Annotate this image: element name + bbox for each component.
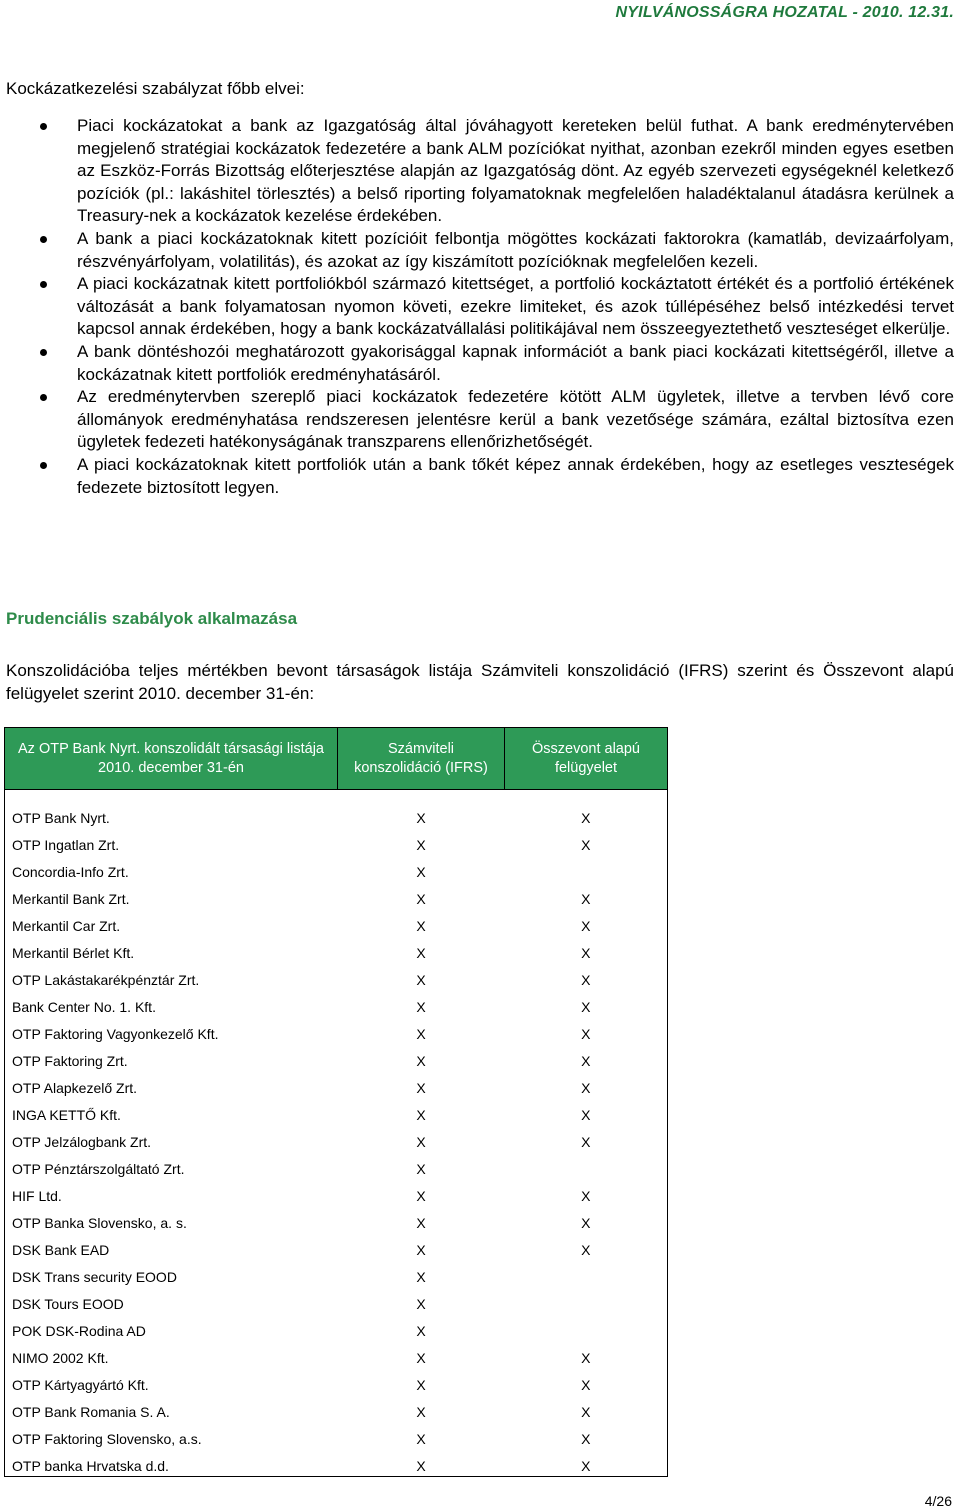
- supervision-mark-cell: X: [581, 1377, 591, 1393]
- ifrs-mark-cell: X: [416, 1431, 426, 1447]
- list-item: A piaci kockázatoknak kitett portfoliók után a bank tőkét képez annak érdekében, hogy az esetleges veszteségek fedezete biztosított legyen.: [0, 454, 960, 499]
- supervision-mark-cell: X: [581, 1026, 591, 1042]
- company-name-cell: OTP Faktoring Slovensko, a.s.: [12, 1431, 202, 1447]
- company-name-cell: OTP banka Hrvatska d.d.: [12, 1458, 169, 1474]
- company-name-cell: Merkantil Bérlet Kft.: [12, 945, 135, 961]
- supervision-mark-cell: X: [581, 918, 591, 934]
- ifrs-mark-cell: X: [416, 1215, 426, 1231]
- company-name-cell: OTP Jelzálogbank Zrt.: [12, 1134, 152, 1150]
- company-name-cell: DSK Tours EOOD: [12, 1296, 124, 1312]
- table-row: [5, 828, 668, 855]
- principles-list: [0, 115, 960, 499]
- supervision-mark-cell: [505, 1260, 668, 1287]
- ifrs-mark-cell: X: [416, 891, 426, 907]
- table-row: [5, 936, 668, 963]
- company-name-cell: OTP Faktoring Vagyonkezelő Kft.: [12, 1026, 219, 1042]
- supervision-mark-cell: X: [581, 1431, 591, 1447]
- list-item: A piaci kockázatnak kitett portfoliókból származó kitettséget, a portfolió kockáztatott értékét és a portfolió értékének változását a bank folyamatosan nyomon követi, ezekre limiteket, és azok túllépéséhez belső intézkedési tervet kapcsol annak érdekében, hogy a bank kockázatvállalási politikájával nem összeegyeztethető veszteséget elkerülje.: [0, 273, 960, 341]
- table-row: [5, 1017, 668, 1044]
- table-row: [5, 1341, 668, 1368]
- page-number: 4/26: [924, 1493, 952, 1509]
- table-row: [5, 1368, 668, 1395]
- table-row: [5, 909, 668, 936]
- ifrs-mark-cell: X: [416, 972, 426, 988]
- supervision-mark-cell: [505, 855, 668, 882]
- supervision-mark-cell: X: [581, 1080, 591, 1096]
- ifrs-mark-cell: X: [416, 1134, 426, 1150]
- intro-paragraph: Konszolidációba teljes mértékben bevont társaságok listája Számviteli konszolidáció (IFRS) szerint és Összevont alapú felügyelet szerint 2010. december 31-én:: [6, 661, 954, 703]
- column-header-ifrs: Számviteli konszolidáció (IFRS): [338, 728, 505, 790]
- supervision-mark-cell: X: [581, 1134, 591, 1150]
- table-header-row: [5, 728, 668, 790]
- company-name-cell: OTP Faktoring Zrt.: [12, 1053, 128, 1069]
- company-name-cell: OTP Alapkezelő Zrt.: [12, 1080, 138, 1096]
- section-title: Prudenciális szabályok alkalmazása: [6, 609, 298, 628]
- company-name-cell: OTP Ingatlan Zrt.: [12, 837, 120, 853]
- ifrs-mark-cell: X: [416, 1458, 426, 1474]
- supervision-mark-cell: X: [581, 999, 591, 1015]
- ifrs-mark-cell: X: [416, 1296, 426, 1312]
- table-row: [5, 1233, 668, 1260]
- table-row: [5, 1098, 668, 1125]
- table-row: [5, 1152, 668, 1179]
- ifrs-mark-cell: X: [416, 864, 426, 880]
- company-name-cell: DSK Trans security EOOD: [12, 1269, 177, 1285]
- company-name-cell: OTP Banka Slovensko, a. s.: [12, 1215, 187, 1231]
- company-name-cell: Concordia-Info Zrt.: [12, 864, 129, 880]
- table-row: [5, 1206, 668, 1233]
- company-name-cell: OTP Kártyagyártó Kft.: [12, 1377, 149, 1393]
- supervision-mark-cell: X: [581, 1188, 591, 1204]
- supervision-mark-cell: X: [581, 1215, 591, 1231]
- table-spacer-row: [5, 790, 668, 802]
- table-row: [5, 1422, 668, 1449]
- table-row: [5, 1071, 668, 1098]
- table-row: [5, 1395, 668, 1422]
- supervision-mark-cell: X: [581, 810, 591, 826]
- list-item: A bank a piaci kockázatoknak kitett pozícióit felbontja mögöttes kockázati faktorokra (kamatláb, devizaárfolyam, részvényárfolyam, volatilitás), és azokat az így kiszámított pozícióknak megfelelően kezeli.: [0, 228, 960, 273]
- ifrs-mark-cell: X: [416, 1242, 426, 1258]
- supervision-mark-cell: [505, 1314, 668, 1341]
- supervision-mark-cell: X: [581, 837, 591, 853]
- ifrs-mark-cell: X: [416, 1053, 426, 1069]
- supervision-mark-cell: [505, 1287, 668, 1314]
- company-name-cell: OTP Bank Romania S. A.: [12, 1404, 170, 1420]
- table-row: [5, 1179, 668, 1206]
- company-name-cell: Merkantil Bank Zrt.: [12, 891, 130, 907]
- supervision-mark-cell: X: [581, 1053, 591, 1069]
- company-name-cell: Bank Center No. 1. Kft.: [12, 999, 156, 1015]
- table-body: [5, 790, 668, 1477]
- consolidation-table: [4, 727, 668, 1477]
- company-name-cell: OTP Pénztárszolgáltató Zrt.: [12, 1161, 185, 1177]
- table-row: [5, 990, 668, 1017]
- ifrs-mark-cell: X: [416, 1350, 426, 1366]
- company-name-cell: POK DSK-Rodina AD: [12, 1323, 146, 1339]
- supervision-mark-cell: X: [581, 972, 591, 988]
- ifrs-mark-cell: X: [416, 999, 426, 1015]
- company-name-cell: NIMO 2002 Kft.: [12, 1350, 109, 1366]
- table-row: [5, 1314, 668, 1341]
- ifrs-mark-cell: X: [416, 1026, 426, 1042]
- supervision-mark-cell: X: [581, 1107, 591, 1123]
- supervision-mark-cell: X: [581, 1350, 591, 1366]
- column-header-supervision: Összevont alapú felügyelet: [505, 728, 668, 790]
- ifrs-mark-cell: X: [416, 918, 426, 934]
- supervision-mark-cell: X: [581, 891, 591, 907]
- ifrs-mark-cell: X: [416, 1080, 426, 1096]
- ifrs-mark-cell: X: [416, 945, 426, 961]
- table-row: [5, 882, 668, 909]
- ifrs-mark-cell: X: [416, 810, 426, 826]
- company-name-cell: Merkantil Car Zrt.: [12, 918, 121, 934]
- company-name-cell: INGA KETTŐ Kft.: [12, 1107, 121, 1123]
- table-row: [5, 1260, 668, 1287]
- table-row: [5, 963, 668, 990]
- supervision-mark-cell: X: [581, 1458, 591, 1474]
- table-row: [5, 1449, 668, 1477]
- list-item: Piaci kockázatokat a bank az Igazgatóság által jóváhagyott kereteken belül futhat. A bank eredménytervében megjelenő stratégiai kockázatok fedezetére a bank ALM pozíciókat nyithat, azonban ezekről minden egyes esetben az Eszköz-Forrás Bizottság előterjesztése alapján az Igazgatóság dönt. Az egyéb szervezeti egységeknél keletkező pozíciók (pl.: lakáshitel törlesztés) a belső riporting folyamatoknak megfelelően haladéktalanul átadásra kerülnek a Treasury-nek a kockázatok kezelése érdekében.: [0, 115, 960, 228]
- ifrs-mark-cell: X: [416, 837, 426, 853]
- ifrs-mark-cell: X: [416, 1269, 426, 1285]
- ifrs-mark-cell: X: [416, 1107, 426, 1123]
- document-header: NYILVÁNOSSÁGRA HOZATAL - 2010. 12.31.: [615, 4, 954, 21]
- table-row: [5, 1287, 668, 1314]
- table-row: [5, 1125, 668, 1152]
- column-header-company: Az OTP Bank Nyrt. konszolidált társasági listája 2010. december 31-én: [5, 728, 338, 790]
- ifrs-mark-cell: X: [416, 1377, 426, 1393]
- ifrs-mark-cell: X: [416, 1188, 426, 1204]
- ifrs-mark-cell: X: [416, 1404, 426, 1420]
- company-name-cell: DSK Bank EAD: [12, 1242, 110, 1258]
- supervision-mark-cell: X: [581, 1404, 591, 1420]
- supervision-mark-cell: [505, 1152, 668, 1179]
- table-row: [5, 1044, 668, 1071]
- table-row: [5, 801, 668, 828]
- company-name-cell: HIF Ltd.: [12, 1188, 62, 1204]
- intro-heading: Kockázatkezelési szabályzat főbb elvei:: [6, 79, 305, 98]
- supervision-mark-cell: X: [581, 1242, 591, 1258]
- ifrs-mark-cell: X: [416, 1161, 426, 1177]
- company-name-cell: OTP Lakástakarékpénztár Zrt.: [12, 972, 200, 988]
- list-item: A bank döntéshozói meghatározott gyakorisággal kapnak információt a bank piaci kockázati kitettségéről, illetve a kockázatnak kitett portfoliók eredményhatásáról.: [0, 341, 960, 386]
- company-name-cell: OTP Bank Nyrt.: [12, 810, 110, 826]
- supervision-mark-cell: X: [581, 945, 591, 961]
- list-item: Az eredménytervben szereplő piaci kockázatok fedezetére kötött ALM ügyletek, illetve a tervben lévő core állományok eredményhatása rendszeresen jelentésre kerül a bank vezetősége számára, ezáltal biztosítva ezen ügyletek fedezeti hatékonyságának transzparens ellenőrizhetőségét.: [0, 386, 960, 454]
- ifrs-mark-cell: X: [416, 1323, 426, 1339]
- table-row: [5, 855, 668, 882]
